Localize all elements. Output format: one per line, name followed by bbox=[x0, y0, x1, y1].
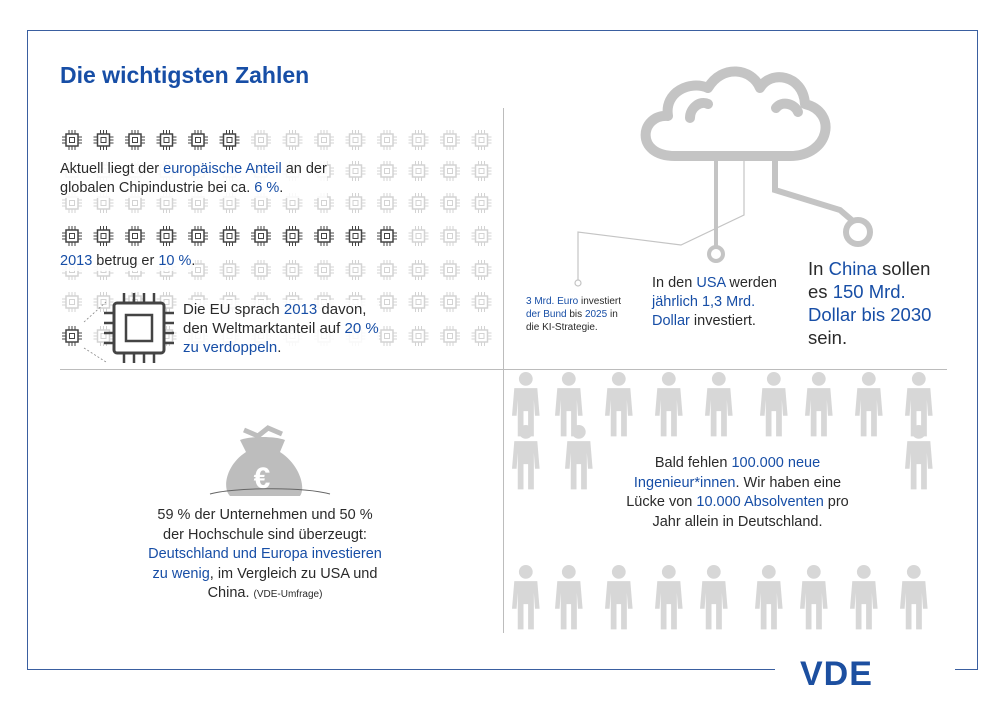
chip-icon bbox=[220, 130, 240, 150]
fact-eu-share: Aktuell liegt der europäische Anteil an der globalen Chipindustrie bei ca. 6 %. bbox=[60, 161, 327, 196]
chip-icon bbox=[377, 130, 397, 150]
chip-icon bbox=[251, 130, 271, 150]
chip-icon bbox=[409, 292, 429, 312]
person-icon bbox=[805, 372, 833, 436]
chip-icon bbox=[220, 226, 240, 246]
cloud-icon bbox=[646, 71, 826, 156]
chip-icon bbox=[188, 226, 208, 246]
vde-logo: VDE bbox=[800, 655, 873, 693]
euro-symbol: € bbox=[253, 462, 271, 495]
chip-icon bbox=[377, 326, 397, 346]
chip-icon bbox=[283, 226, 303, 246]
chip-icon bbox=[125, 130, 145, 150]
person-icon bbox=[900, 565, 928, 629]
divider-vertical bbox=[503, 108, 504, 633]
chip-icon bbox=[346, 260, 366, 280]
chip-icon bbox=[440, 326, 460, 346]
person-icon bbox=[855, 372, 883, 436]
chip-icon bbox=[62, 292, 82, 312]
chip-icon bbox=[157, 226, 177, 246]
chip-icon bbox=[377, 292, 397, 312]
person-icon bbox=[705, 372, 733, 436]
chip-icon bbox=[314, 130, 334, 150]
chip-icon bbox=[409, 130, 429, 150]
person-icon bbox=[555, 565, 583, 629]
chip-icon bbox=[62, 130, 82, 150]
person-icon bbox=[512, 425, 540, 489]
person-icon bbox=[850, 565, 878, 629]
chip-icon bbox=[94, 292, 114, 312]
chip-icon bbox=[94, 130, 114, 150]
chip-icon bbox=[314, 260, 334, 280]
divider-left bbox=[60, 369, 503, 370]
chip-icon bbox=[346, 161, 366, 181]
engineers-text: Bald fehlen 100.000 neue Ingenieur*innen. Wir haben eine Lücke von 10.000 Absolventen pro Jahr allein in Deutschland. bbox=[605, 454, 870, 532]
chip-icon bbox=[377, 226, 397, 246]
page-title: Die wichtigsten Zahlen bbox=[60, 62, 310, 88]
chip-icon bbox=[472, 193, 492, 213]
person-icon bbox=[800, 565, 828, 629]
person-icon bbox=[755, 565, 783, 629]
chip-icon bbox=[440, 130, 460, 150]
fact-eu-goal: Die EU sprach 2013 davon, den Weltmarktanteil auf 20 % zu verdoppeln. bbox=[183, 301, 379, 356]
chip-icon bbox=[188, 130, 208, 150]
chip-icon bbox=[283, 130, 303, 150]
chip-icon bbox=[472, 260, 492, 280]
chip-icon bbox=[440, 260, 460, 280]
chip-icon bbox=[377, 161, 397, 181]
fact-2013: 2013 betrug er 10 %. bbox=[60, 253, 196, 269]
chip-icon bbox=[472, 161, 492, 181]
chip-icon bbox=[314, 226, 334, 246]
fact-china: In China sollen es 150 Mrd. Dollar bis 2030 sein. bbox=[808, 258, 932, 348]
chip-icon bbox=[377, 193, 397, 213]
chip-icon bbox=[125, 226, 145, 246]
chip-icon bbox=[440, 292, 460, 312]
chip-icon bbox=[440, 161, 460, 181]
chip-icon bbox=[440, 193, 460, 213]
chip-icon bbox=[346, 193, 366, 213]
divider-right bbox=[503, 369, 947, 370]
chip-icon bbox=[409, 260, 429, 280]
survey-text: 59 % der Unternehmen und 50 % der Hochschule sind überzeugt: Deutschland und Europa investieren zu wenig, im Vergleich zu USA und China. (VDE-Umfrage) bbox=[148, 507, 382, 601]
chip-icon bbox=[409, 326, 429, 346]
chip-icon bbox=[346, 130, 366, 150]
chip-icon bbox=[377, 260, 397, 280]
person-icon bbox=[760, 372, 788, 436]
person-icon bbox=[512, 565, 540, 629]
chip-icon bbox=[283, 260, 303, 280]
chip-icon bbox=[472, 226, 492, 246]
person-icon bbox=[700, 565, 728, 629]
chip-icon bbox=[251, 260, 271, 280]
fact-usa: In den USA werden jährlich 1,3 Mrd. Dollar investiert. bbox=[652, 275, 777, 329]
chip-icon bbox=[94, 226, 114, 246]
chip-icon bbox=[220, 260, 240, 280]
chip-icon bbox=[346, 226, 366, 246]
chip-icon bbox=[62, 326, 82, 346]
chip-icon bbox=[440, 226, 460, 246]
chip-icon bbox=[409, 161, 429, 181]
person-icon bbox=[605, 372, 633, 436]
fact-germany-ai: 3 Mrd. Euro investiert der Bund bis 2025 in die KI-Strategie. bbox=[526, 296, 622, 333]
chip-icon bbox=[472, 326, 492, 346]
chip-icon bbox=[157, 130, 177, 150]
person-icon bbox=[655, 372, 683, 436]
person-icon bbox=[565, 425, 593, 489]
chip-icon bbox=[62, 226, 82, 246]
chip-icon bbox=[251, 226, 271, 246]
big-chip-icon bbox=[104, 293, 174, 363]
chip-icon bbox=[472, 292, 492, 312]
chip-icon bbox=[409, 193, 429, 213]
person-icon bbox=[655, 565, 683, 629]
chip-icon bbox=[472, 130, 492, 150]
money-bag-icon bbox=[210, 428, 330, 496]
person-icon bbox=[905, 425, 933, 489]
chip-icon bbox=[409, 226, 429, 246]
person-icon bbox=[605, 565, 633, 629]
